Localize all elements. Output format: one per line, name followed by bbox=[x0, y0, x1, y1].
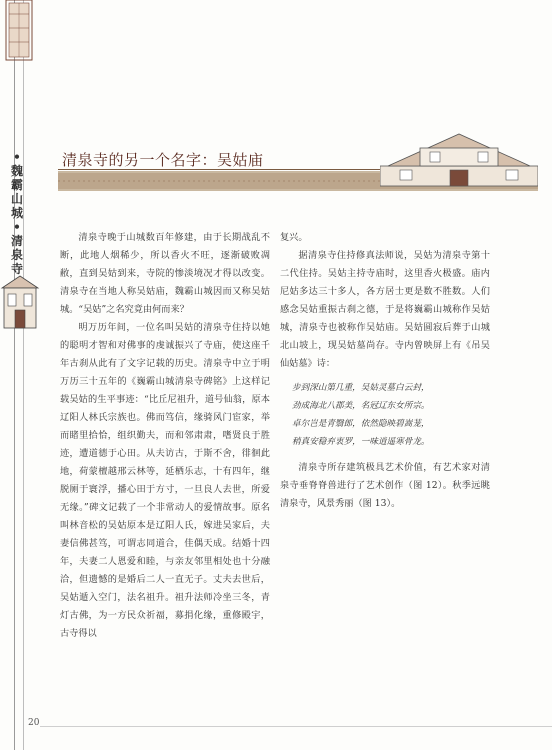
side-char: 泉 bbox=[10, 248, 23, 262]
side-char: 寺 bbox=[10, 262, 23, 276]
left-margin-line-inner bbox=[23, 0, 24, 750]
temple-illustration bbox=[380, 126, 538, 188]
side-char: 城 bbox=[10, 206, 23, 220]
paragraph: 明万历年间，一位名叫吴姑的清泉寺住持以她的聪明才智和对佛事的虔诚振兴了寺庙，使这座千年古刹从此有了文字记载的历史。清泉寺中立于明万历三十五年的《巍霸山城清泉寺碑铭》上这样记载吴姑的生平事迹：“比丘尼祖升，道号仙翁，原本辽阳人林氏宗族也。佛而笃信，缘骑风门宦家，举而睹里拾恰，组织勤夫，而和邻肃肃，嗜贤良于胜迹，遭道德于心田。从夫访古，于斯不舍，徘徊此地，荷蒙檀越邢云林等，延栖乐志，十有四年，继脱厕于寰浮，播心田于方寸，一旦良人去世，所爱无缘。”碑文记载了一个非常动人的爱情故事。原名叫林音松的吴姑原本是辽阳人氏，嫁进吴家后，夫妻信佛甚笃，可谓志同道合，佳偶天成。结婚十四年，夫妻二人恩爱和睦，与亲友邻里相处也十分融洽，但遗憾的是婚后二人一直无子。丈夫去世后，吴姑遁入空门，法名祖升。祖升法师冷坐三冬，青灯古佛，为一方民众祈福，募捐化缘，重修殿宇，古寺得以 bbox=[60, 322, 270, 639]
poem-line: 卓尔岂是青翳郎，依然隐映碧嵩茏， bbox=[292, 419, 430, 429]
poem-line: 步到深山第几重，吴姑灵墓白云封， bbox=[292, 383, 430, 393]
left-margin-line bbox=[14, 0, 15, 750]
poem-line: 稍真安稳弃衷罗，一味逍遥寒骨龙。 bbox=[292, 437, 430, 447]
side-section-title bbox=[7, 150, 27, 290]
footer-rule bbox=[40, 726, 552, 727]
side-char: 魏 bbox=[10, 164, 23, 178]
text-column-left bbox=[60, 229, 270, 643]
paragraph: 清泉寺所存建筑极具艺术价值，有艺术家对清泉寺垂脊脊兽进行了艺术创作（图 12）。秋季远眺清泉寺，风景秀丽（图 13）。 bbox=[280, 462, 490, 509]
poem bbox=[280, 379, 490, 451]
poem-line: 劲成海北八郡美，名冠辽东女所宗。 bbox=[292, 401, 430, 411]
side-building-illustration bbox=[0, 272, 40, 330]
side-char: • bbox=[13, 150, 21, 164]
page-number: 20 bbox=[28, 718, 40, 728]
top-ornament bbox=[0, 0, 40, 66]
text-column-right bbox=[280, 229, 490, 513]
paragraph: 复兴。 bbox=[280, 232, 308, 243]
side-char: 山 bbox=[10, 192, 23, 206]
side-char: 霸 bbox=[10, 178, 23, 192]
side-char: • bbox=[13, 220, 21, 234]
paragraph: 据清泉寺住持修真法师说，吴姑为清泉寺第十二代住持。吴姑主持寺庙时，这里香火极盛。庙内尼姑多达三十多人，各方居士更是数不胜数。人们感念吴姑重振古刹之德，于是将巍霸山城称作吴姑城，清泉寺也被称作吴姑庙。吴姑圆寂后葬于山城北山坡上，现吴姑墓尚存。寺内曾映屏上有《吊吴仙姑墓》诗： bbox=[280, 250, 490, 369]
paragraph: 清泉寺晚于山城数百年修建，由于长期战乱不断，此地人烟稀少，所以香火不旺，逐渐破败凋敝，直到吴姑到来，寺院的惨淡境况才得以改变。清泉寺在当地人称吴姑庙，魏霸山城因而又称吴姑城。“吴姑”之名究竟由何而来？ bbox=[60, 232, 270, 315]
side-char: 清 bbox=[10, 234, 23, 248]
section-heading: 清泉寺的另一个名字：吴姑庙 bbox=[62, 151, 264, 169]
